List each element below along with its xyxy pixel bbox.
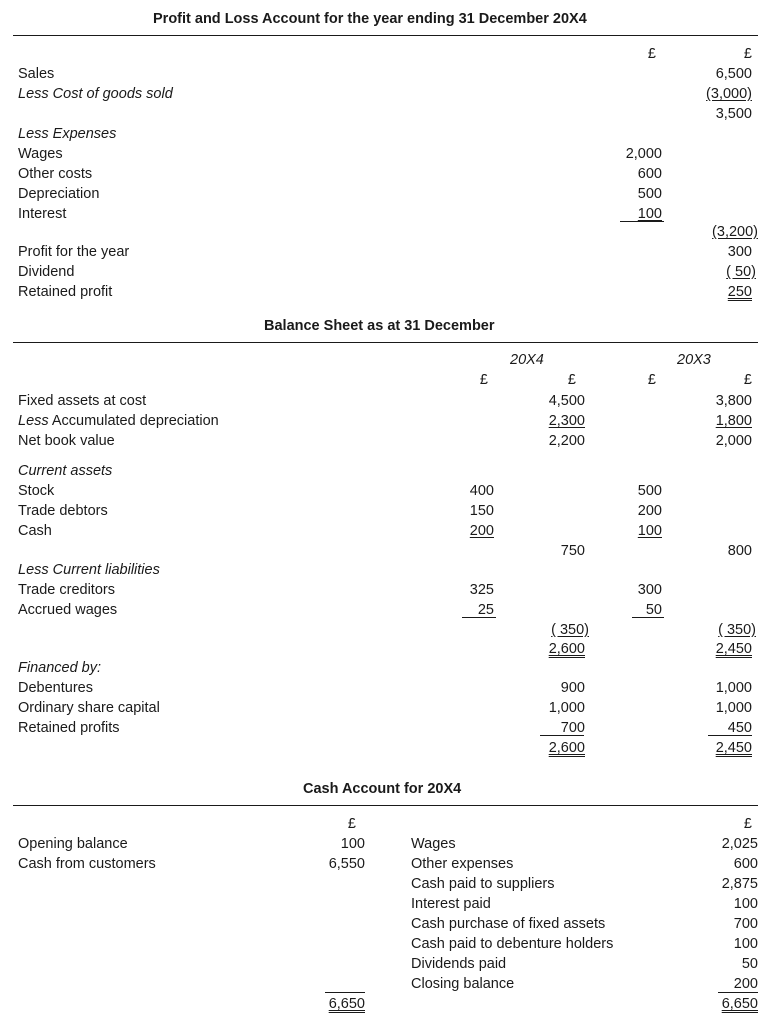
bs-currency-b: £	[567, 372, 576, 388]
cash-debit-total: 6,650	[328, 996, 365, 1012]
cash-currency-credit: £	[743, 816, 752, 832]
bs-label-debtors: Trade debtors	[18, 503, 108, 519]
pl-profit-value: 300	[727, 244, 752, 260]
cash-debit-amount-1: 6,550	[328, 856, 365, 872]
bs-label-creditors: Trade creditors	[18, 582, 115, 598]
bs-acc-dep-b: 2,300	[548, 413, 585, 429]
pl-depreciation-value: 500	[637, 186, 662, 202]
pl-interest-value: 100	[637, 206, 662, 222]
pl-cogs-cell	[672, 84, 752, 104]
pl-currency-col1: £	[647, 46, 656, 62]
cash-credit-amount-5: 100	[733, 936, 758, 952]
cash-credit-total-rule	[718, 992, 758, 993]
cash-credit-label-6: Dividends paid	[411, 956, 507, 972]
bs-cash-c-cell	[582, 521, 662, 541]
cash-debit-amount-0: 100	[340, 836, 365, 852]
cash-credit-total: 6,650	[721, 996, 758, 1012]
cash-title-rule	[13, 805, 758, 806]
pl-currency-col2: £	[743, 46, 752, 62]
pl-gross-profit-value: 3,500	[715, 106, 752, 122]
bs-cash-a-cell	[414, 521, 494, 541]
bs-net-assets-d-cell	[672, 639, 752, 659]
bs-fixed-assets-b: 4,500	[548, 393, 585, 409]
bs-currency-c: £	[647, 372, 656, 388]
bs-label-financed-by: Financed by:	[18, 660, 102, 676]
bs-debentures-d: 1,000	[715, 680, 752, 696]
bs-financing-underline-b	[540, 735, 584, 736]
bs-nbv-d: 2,000	[715, 433, 752, 449]
pl-total-expenses-value: (3,200)	[712, 224, 758, 240]
bs-stock-c: 500	[637, 483, 662, 499]
bs-liab-total-d: ( 350)	[718, 622, 756, 638]
pl-label-cogs: Less Cost of goods sold	[18, 86, 173, 102]
bs-liab-total-b-cell	[509, 620, 589, 640]
bs-acc-dep-d-cell	[672, 411, 752, 431]
bs-retained-b: 700	[560, 720, 585, 736]
pl-retained-cell	[672, 282, 752, 302]
bs-label-share-capital: Ordinary share capital	[18, 700, 160, 716]
bs-debentures-b: 900	[560, 680, 585, 696]
pl-cogs-value: (3,000)	[706, 86, 752, 102]
bs-liab-total-d-cell	[676, 620, 756, 640]
bs-label-nbv: Net book value	[18, 433, 115, 449]
cash-debit-total-cell	[285, 994, 365, 1014]
cash-credit-amount-2: 2,875	[721, 876, 758, 892]
pl-label-retained: Retained profit	[18, 284, 113, 300]
cash-credit-label-0: Wages	[411, 836, 456, 852]
pl-label-sales: Sales	[18, 66, 55, 82]
bs-liab-total-b: ( 350)	[551, 622, 589, 638]
cash-credit-label-5: Cash paid to debenture holders	[411, 936, 614, 952]
cash-debit-label-0: Opening balance	[18, 836, 128, 852]
cash-debit-total-rule	[325, 992, 365, 993]
pl-title: Profit and Loss Account for the year ending 31 December 20X4	[153, 11, 587, 27]
bs-liab-underline-a	[462, 617, 496, 618]
bs-label-accrued: Accrued wages	[18, 602, 118, 618]
bs-share-capital-b: 1,000	[548, 700, 585, 716]
cash-credit-amount-1: 600	[733, 856, 758, 872]
bs-stock-a: 400	[469, 483, 494, 499]
cash-credit-amount-4: 700	[733, 916, 758, 932]
bs-creditors-c: 300	[637, 582, 662, 598]
pl-label-profit: Profit for the year	[18, 244, 130, 260]
cash-credit-label-4: Cash purchase of fixed assets	[411, 916, 606, 932]
cash-credit-label-2: Cash paid to suppliers	[411, 876, 555, 892]
bs-label-fixed-assets: Fixed assets at cost	[18, 393, 147, 409]
pl-dividend-cell	[676, 262, 756, 282]
bs-financing-total-d: 2,450	[715, 740, 752, 756]
cash-title: Cash Account for 20X4	[303, 781, 462, 797]
pl-label-expenses: Less Expenses	[18, 126, 117, 142]
bs-cash-c: 100	[637, 523, 662, 539]
bs-label-retained: Retained profits	[18, 720, 120, 736]
bs-debtors-a: 150	[469, 503, 494, 519]
cash-credit-label-1: Other expenses	[411, 856, 514, 872]
cash-debit-label-1: Cash from customers	[18, 856, 156, 872]
pl-other-costs-value: 600	[637, 166, 662, 182]
bs-current-assets-b: 750	[560, 543, 585, 559]
pl-title-rule	[13, 35, 758, 36]
bs-currency-d: £	[743, 372, 752, 388]
cash-credit-amount-0: 2,025	[721, 836, 758, 852]
pl-wages-value: 2,000	[625, 146, 662, 162]
bs-year-prior: 20X3	[677, 352, 711, 368]
bs-label-debentures: Debentures	[18, 680, 93, 696]
bs-acc-dep-b-cell	[505, 411, 585, 431]
bs-title: Balance Sheet as at 31 December	[264, 318, 495, 334]
bs-current-assets-d: 800	[727, 543, 752, 559]
bs-label-acc-dep: Less Accumulated depreciation	[18, 413, 219, 429]
cash-credit-label-3: Interest paid	[411, 896, 491, 912]
bs-financing-total-b-cell	[505, 738, 585, 758]
pl-label-depreciation: Depreciation	[18, 186, 100, 202]
bs-creditors-a: 325	[469, 582, 494, 598]
bs-cash-a: 200	[469, 523, 494, 539]
bs-financing-underline-d	[708, 735, 752, 736]
bs-acc-dep-less: Less	[18, 413, 49, 429]
bs-accrued-a: 25	[477, 602, 494, 618]
cash-currency-debit: £	[347, 816, 356, 832]
bs-currency-a: £	[479, 372, 488, 388]
bs-net-assets-b-cell	[505, 639, 585, 659]
pl-sales-value: 6,500	[715, 66, 752, 82]
pl-retained-value: 250	[727, 284, 752, 300]
pl-expenses-underline	[620, 221, 664, 222]
bs-accrued-c: 50	[645, 602, 662, 618]
bs-acc-dep-d: 1,800	[715, 413, 752, 429]
pl-label-wages: Wages	[18, 146, 63, 162]
cash-credit-amount-6: 50	[741, 956, 758, 972]
bs-nbv-b: 2,200	[548, 433, 585, 449]
bs-label-stock: Stock	[18, 483, 55, 499]
bs-financing-total-b: 2,600	[548, 740, 585, 756]
cash-credit-amount-3: 100	[733, 896, 758, 912]
cash-credit-amount-7: 200	[733, 976, 758, 992]
pl-label-dividend: Dividend	[18, 264, 75, 280]
bs-net-assets-b: 2,600	[548, 641, 585, 657]
bs-year-current: 20X4	[510, 352, 544, 368]
bs-financing-total-d-cell	[672, 738, 752, 758]
bs-liab-underline-c	[632, 617, 664, 618]
bs-retained-d: 450	[727, 720, 752, 736]
bs-debtors-c: 200	[637, 503, 662, 519]
bs-fixed-assets-d: 3,800	[715, 393, 752, 409]
bs-net-assets-d: 2,450	[715, 641, 752, 657]
cash-credit-total-cell	[678, 994, 758, 1014]
pl-dividend-value: ( 50)	[726, 264, 756, 280]
bs-label-current-assets: Current assets	[18, 463, 113, 479]
pl-total-expenses-cell	[678, 222, 758, 242]
cash-credit-label-7: Closing balance	[411, 976, 515, 992]
pl-label-interest: Interest	[18, 206, 67, 222]
bs-share-capital-d: 1,000	[715, 700, 752, 716]
bs-title-rule	[13, 342, 758, 343]
pl-label-other-costs: Other costs	[18, 166, 93, 182]
bs-label-cash: Cash	[18, 523, 52, 539]
bs-label-current-liabilities: Less Current liabilities	[18, 562, 160, 578]
